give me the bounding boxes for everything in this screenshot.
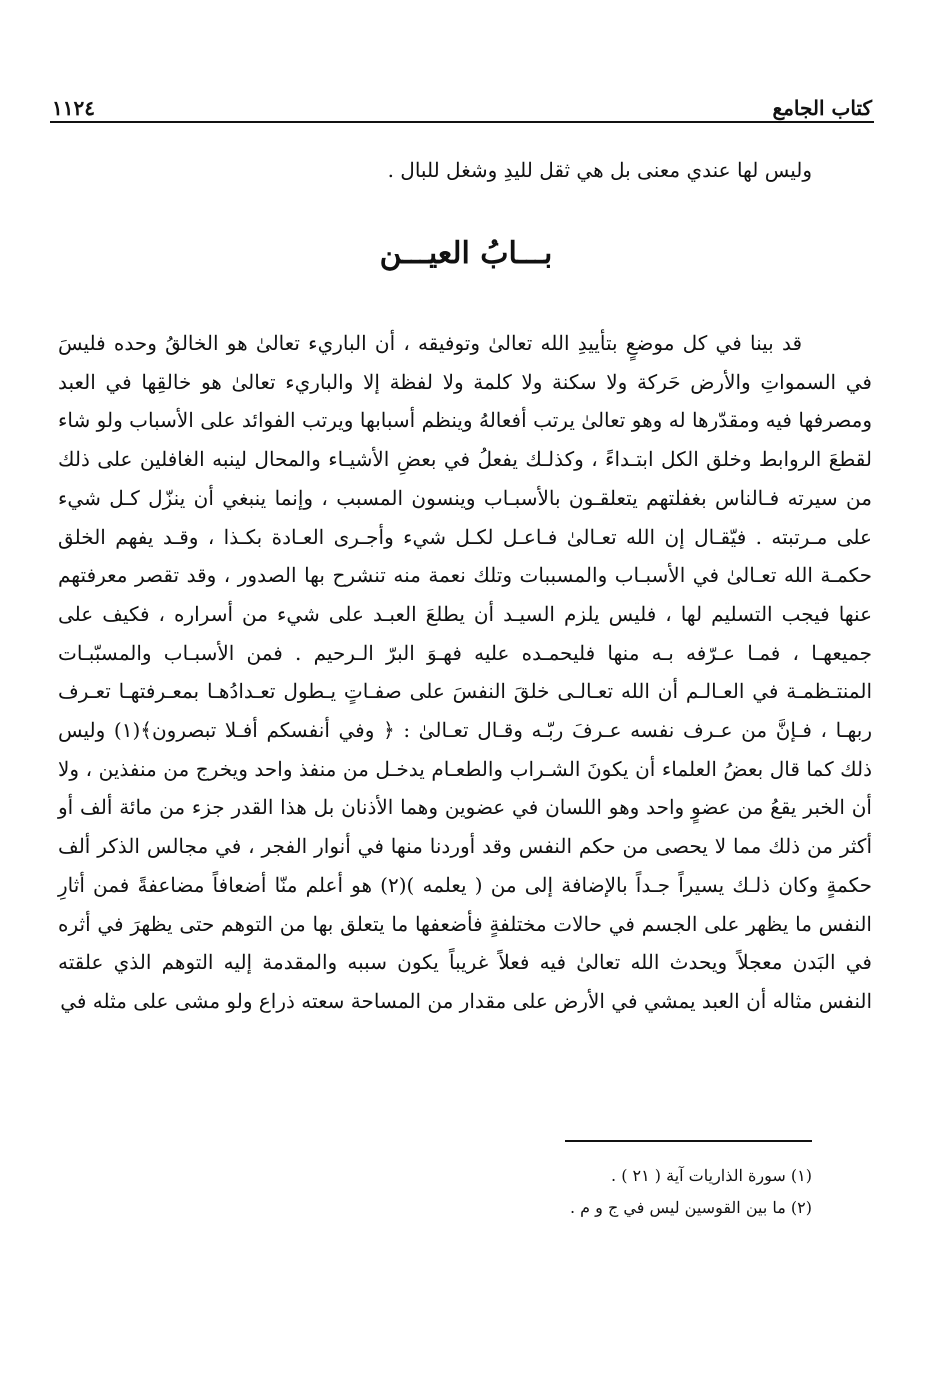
body-paragraph: قد بينا في كل موضعٍ بتأييدِ الله تعالىٰ وتوفيقه ، أن الباريء تعالىٰ هو الخالقُ وحده فليسَ في السمواتِ والأرض حَركة ولا سكنة ولا كلمة ولا لفظة إلا والباريء تعالىٰ هو خالقِها في العبد ومصرفها فيه ومقدّرها له وهو تعالىٰ يرتب أفعالهُ وينظم أسبابها ويرتب الفوائد على الأسباب ولو شاء لقطعَ الروابط وخلق الكل ابتـداءً ، وكذلـك يفعلُ في بعضِ الأشيـاء والمحال لينبه الغافلين على ذلك من سيرته فـالناس بغفلتهم يتعلقـون بالأسبـاب وينسون المسبب ، وإنما ينبغي أن ينزّل كـل شيء على مـرتبته . فيّقـال إن الله تعـالىٰ فـاعـل لكـل شيء وأجـرى العـادة بكـذا ، وقـد يفهم الخلق حكمـة الله تعـالىٰ في الأسبـاب والمسببات وتلك نعمة منه تنشرح بها الصدور ، وقد تقصر معرفتهم عنها فيجب التسليم لها ، فليس يلزم السيـد أن يطلعَ العبـد على شيء من أسراره ، فكيف على جميعهـا ، فمـا عـرّفه بـه منها فليحمـده عليه فهـوَ البرّ الـرحيم . فمن الأسبـاب والمسبّبـات المنتـظمـة في العـالـم أن الله تعـالـى خلقَ النفسَ على صفـاتٍ يـطول تعـدادُهـا بمعـرفتهـا تعـرف ربهـا ، فـإنَّ من عـرف نفسه عـرفَ ربّـه وقـال تعـالىٰ : ﴿ وفي أنفسكم أفـلا تبصرون﴾(١) وليس ذلك كما قال بعضُ العلماء أن يكونَ الشـراب والطعـام يدخـل من منفذ واحد ويخرج من منفذين ، ولا أن الخبر يقعُ من عضوٍ واحد وهو اللسان في عضوين وهما الأذنان بل هذا القدر جزء من مائة ألف أو أكثر من ذلك مما لا يحصى من حكم النفس وقد أوردنا منها في أنوار الفجر ، في مجالس الذكر ألف حكمةٍ وكان ذلـك يسيراً جـداً بالإضافة إلى من ( يعلمه )(٢) هو أعلم منّا أضعافاً مضاعفةً فمن أثارِ النفس ما يظهر على الجسم في حالات مختلفةٍ فأضعفها ما يتعلق بها من التوهم حتى يظهرَ في أثره في البَدن معجلاً ويحدث الله تعالىٰ فيه فعلاً غريباً يكون سببه والمقدمة إليه التوهم الذي علقته النفس مثاله أن العبد يمشي في الأرض على مقدار من المساحة سعته ذراع ولو مشى على مثله في xyxy=(58,331,873,1013)
footnotes xyxy=(60,1160,812,1224)
footnote-rule xyxy=(565,1140,812,1142)
footnote-2: (٢) ما بين القوسين ليس في ج و م . xyxy=(570,1198,812,1217)
intro-line: وليس لها عندي معنى بل هي ثقل لليدِ وشغل للبال . xyxy=(387,158,812,182)
chapter-title: بـــابُ العيـــن xyxy=(379,236,553,271)
footnote-1: (١) سورة الذاريات آية ( ٢١ ) . xyxy=(611,1166,812,1185)
page-number: ١١٢٤ xyxy=(52,96,95,120)
header-rule xyxy=(50,121,874,123)
body-text xyxy=(58,324,872,1021)
book-title: كتاب الجامع xyxy=(772,96,872,120)
running-header xyxy=(52,86,872,120)
